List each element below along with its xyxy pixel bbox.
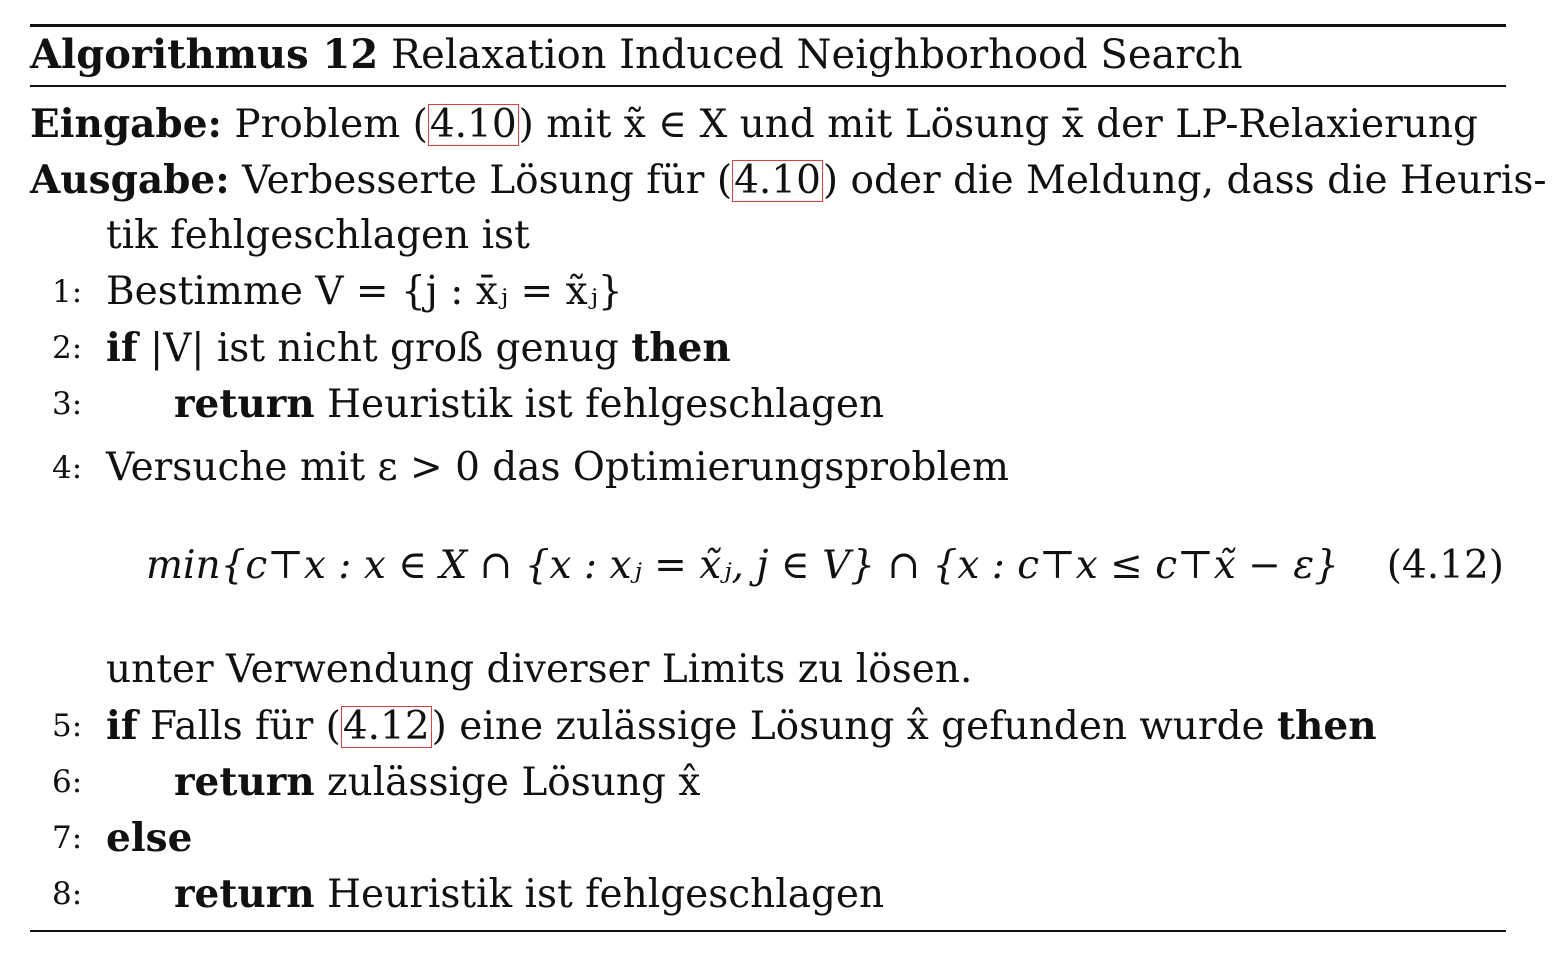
keyword-then: then: [1277, 703, 1377, 749]
step-6: [174, 758, 700, 807]
output-pre: Verbesserte Lösung für (: [242, 158, 733, 203]
caption-rule: [30, 85, 1506, 87]
algorithm-caption: [30, 27, 1506, 85]
algorithm-box: [30, 24, 1506, 87]
step-number: 1:: [52, 274, 83, 310]
input-ref-link[interactable]: 4.10: [429, 102, 517, 147]
step-1-text: Bestimme V = {j : x̄ⱼ = x̃ⱼ}: [106, 269, 623, 314]
step-number: 3:: [52, 386, 83, 422]
step-6-text: zulässige Lösung x̂: [314, 760, 701, 805]
step-2: [106, 324, 731, 373]
keyword-if: if: [106, 325, 138, 371]
keyword-return: return: [174, 871, 315, 917]
step-2-text: |V| ist nicht groß genug: [137, 326, 632, 371]
step-8: [174, 870, 884, 919]
keyword-return: return: [174, 759, 315, 805]
output-ref-link[interactable]: 4.10: [734, 158, 821, 203]
step-number: 4:: [52, 450, 83, 486]
input-pre: Problem (: [234, 102, 428, 147]
input-label: Eingabe:: [30, 101, 222, 147]
output-continuation: tik fehlgeschlagen ist: [106, 213, 530, 258]
step-5-pre: Falls für (: [137, 704, 341, 749]
step-3: [174, 380, 884, 429]
output-post: ) oder die Meldung, dass die Heuris-: [822, 158, 1547, 203]
keyword-if: if: [106, 703, 138, 749]
algorithm-title: Relaxation Induced Neighborhood Search: [390, 32, 1243, 78]
equation-number: (4.12): [1386, 543, 1504, 588]
step-number: 5:: [52, 708, 83, 744]
step-5-post: ) eine zulässige Lösung x̂ gefunden wurde: [431, 704, 1278, 749]
display-equation: min{c⊤x : x ∈ X ∩ {x : xⱼ = x̃ⱼ, j ∈ V} ∩ {x : c⊤x ≤ c⊤x̃ − ε}: [146, 543, 1339, 588]
keyword-return: return: [174, 381, 315, 427]
input-post: ) mit x̃ ∈ X und mit Lösung x̄ der LP-Relaxierung: [518, 102, 1478, 147]
step-3-text: Heuristik ist fehlgeschlagen: [314, 382, 885, 427]
keyword-then: then: [631, 325, 731, 371]
step-4-text: Versuche mit ε > 0 das Optimierungsproblem: [106, 445, 1009, 490]
algorithm-label: Algorithmus 12: [30, 31, 379, 78]
output-label: Ausgabe:: [30, 157, 230, 203]
step-5-ref-link[interactable]: 4.12: [342, 704, 430, 749]
step-number: 8:: [52, 876, 83, 912]
step-4-continuation: unter Verwendung diverser Limits zu lösen.: [106, 647, 973, 692]
step-number: 2:: [52, 330, 83, 366]
step-8-text: Heuristik ist fehlgeschlagen: [314, 872, 885, 917]
output-line: [30, 156, 1547, 205]
step-number: 7:: [52, 820, 83, 856]
step-5: [106, 702, 1377, 751]
step-number: 6:: [52, 764, 83, 800]
step-7: [106, 814, 192, 863]
keyword-else: else: [106, 815, 193, 861]
input-line: [30, 100, 1478, 149]
bottom-rule: [30, 930, 1506, 932]
